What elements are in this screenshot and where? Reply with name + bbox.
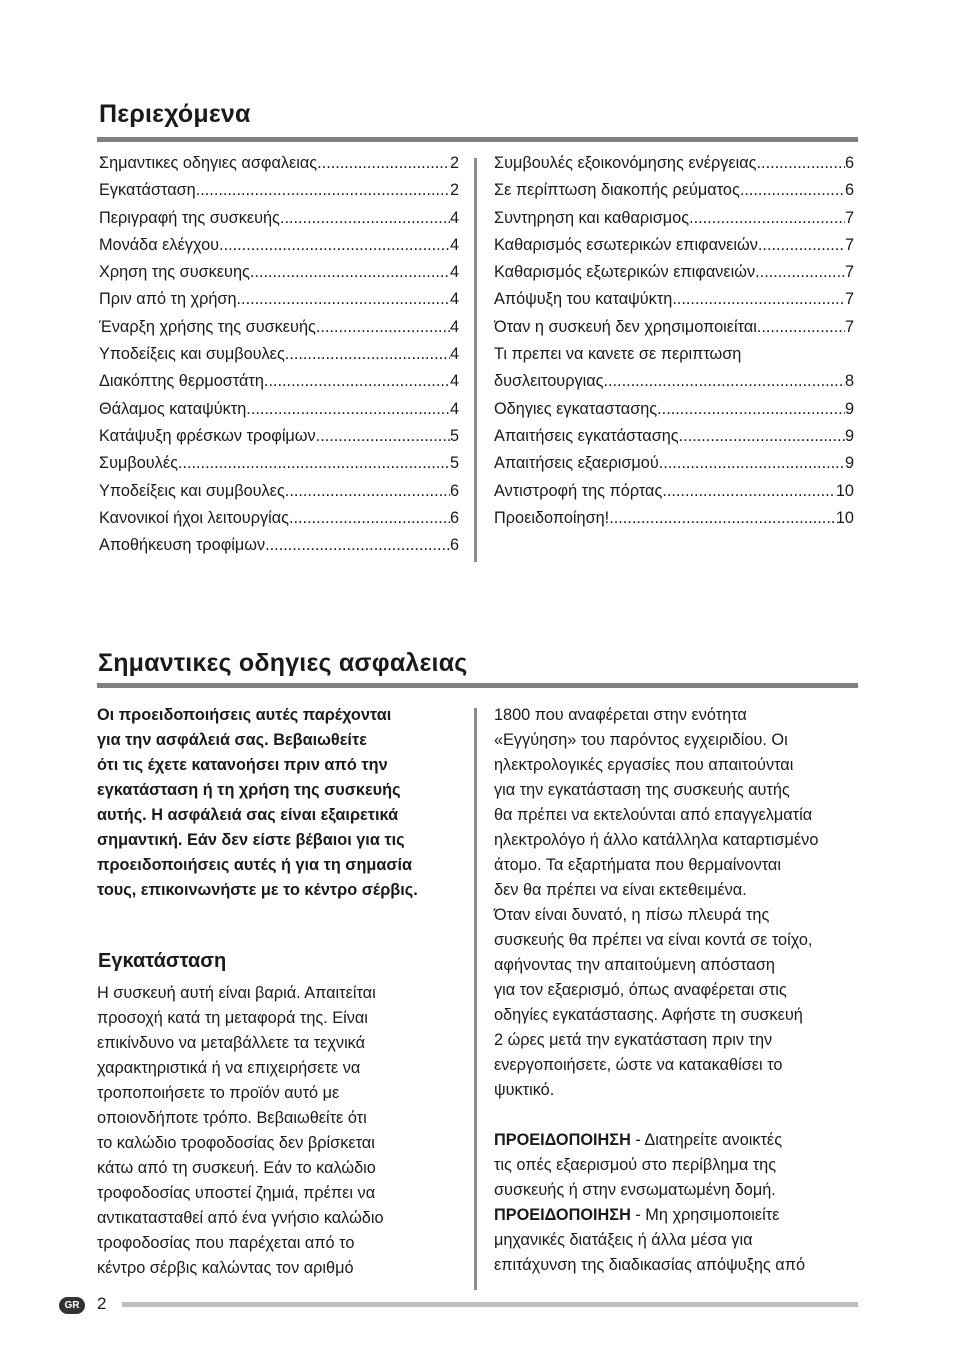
install-line: ενεργοποιήσετε, ώστε να κατακαθίσει το — [494, 1056, 783, 1074]
warning-line: τις οπές εξαερισμού στο περίβλημα της — [494, 1156, 777, 1174]
toc-leader-dots — [289, 509, 450, 528]
toc-leader-dots — [757, 318, 845, 337]
toc-entry-title: Τι πρεπει να κανετε σε περιπτωση — [494, 345, 742, 364]
toc-entry-page: 10 — [835, 508, 854, 527]
toc-entry-title: Προειδοποίηση! — [494, 508, 610, 527]
install-line: 1800 που αναφέρεται στην ενότητα — [494, 706, 747, 724]
warning-line — [494, 1128, 818, 1153]
intro-line: για την ασφάλειά σας. Βεβαιωθείτε — [97, 731, 367, 749]
toc-entry-title: Σημαντικες οδηγιες ασφαλειας — [99, 154, 318, 172]
language-badge: GR — [59, 1297, 85, 1314]
intro-line: ότι τις έχετε κατανοήσει πριν από την — [97, 756, 388, 774]
toc-right-column — [494, 154, 854, 536]
toc-left-column — [99, 154, 459, 563]
toc-entry-page: 10 — [835, 481, 854, 500]
warning-ventilation — [494, 1128, 818, 1203]
toc-entry — [99, 345, 459, 372]
warning-label: ΠΡΟΕΙΔΟΠΟΙΗΣΗ — [494, 1206, 631, 1224]
warning-defrost — [494, 1203, 818, 1278]
toc-entry-page: 8 — [844, 372, 854, 391]
toc-leader-dots — [740, 181, 845, 200]
toc-entry-page: 9 — [844, 399, 854, 418]
toc-entry-title: Πριν από τη χρήση — [99, 290, 237, 309]
toc-entry — [99, 400, 459, 427]
toc-entry-page: 6 — [449, 481, 459, 500]
install-line: ψυκτικό. — [494, 1081, 555, 1099]
safety-title-rule — [97, 683, 858, 688]
toc-entry-page: 2 — [449, 181, 459, 200]
toc-entry-page: 4 — [449, 317, 459, 336]
install-line: κάτω από τη συσκευή. Εάν το καλώδιο — [97, 1159, 376, 1177]
toc-entry-title: Απόψυξη του καταψύκτη — [494, 290, 673, 309]
install-line: δεν θα πρέπει να είναι εκτεθειμένα. — [494, 881, 747, 899]
toc-entry-title: Υποδείξεις και συμβουλες — [99, 345, 285, 364]
toc-entry — [494, 372, 854, 399]
install-line: Η συσκευή αυτή είναι βαριά. Απαιτείται — [97, 984, 376, 1002]
toc-entry — [494, 154, 854, 181]
toc-entry — [494, 427, 854, 454]
toc-entry-title: Κανονικοί ήχοι λειτουργίας — [99, 508, 289, 527]
warning-line: επιτάχυνση της διαδικασίας απόψυξης από — [494, 1256, 805, 1274]
install-line: 2 ώρες μετά την εγκατάσταση πριν την — [494, 1031, 773, 1049]
install-line: ηλεκτρολογικές εργασίες που απαιτούνται — [494, 756, 794, 774]
toc-entry-page: 6 — [844, 181, 854, 200]
toc-entry-page: 6 — [449, 536, 459, 555]
toc-entry — [99, 181, 459, 208]
toc-entry-title: Καθαρισμός εξωτερικών επιφανειών — [494, 263, 756, 282]
toc-leader-dots — [264, 372, 450, 391]
intro-line: αυτής. Η ασφάλειά σας είναι εξαιρετικά — [97, 806, 399, 824]
toc-entry — [494, 345, 854, 372]
install-line: για την εγκατάσταση της συσκευής αυτής — [494, 781, 790, 799]
toc-entry-title: Θάλαμος καταψύκτη — [99, 399, 247, 418]
toc-leader-dots — [196, 181, 450, 200]
toc-leader-dots — [758, 236, 845, 255]
install-line: επικίνδυνο να μεταβάλλετε τα τεχνικά — [97, 1034, 366, 1052]
toc-entry-title: Κατάψυξη φρέσκων τροφίμων — [99, 426, 316, 445]
toc-entry-title: Διακόπτης θερμοστάτη — [99, 372, 264, 391]
warning-text: - Μη χρησιμοποιείτε — [630, 1206, 780, 1224]
toc-entry — [99, 209, 459, 236]
toc-leader-dots — [178, 454, 450, 473]
toc-entry-title: Αντιστροφή της πόρτας — [494, 481, 663, 500]
toc-entry-page: 4 — [449, 235, 459, 254]
install-line: θα πρέπει να εκτελούνται από επαγγελματία — [494, 806, 813, 824]
toc-entry — [494, 509, 854, 536]
toc-entry-page: 9 — [844, 454, 854, 473]
toc-leader-dots — [285, 482, 450, 501]
install-line: αφήνοντας την απαιτούμενη απόσταση — [494, 956, 775, 974]
toc-column-divider — [474, 158, 477, 562]
install-line: τροποποιήσετε το προϊόν αυτό με — [97, 1084, 340, 1102]
toc-entry — [99, 318, 459, 345]
toc-entry-title: Έναρξη χρήσης της συσκευής — [99, 317, 316, 336]
toc-entry-title: Όταν η συσκευή δεν χρησιμοποιείται — [494, 317, 757, 336]
toc-entry — [494, 318, 854, 345]
toc-entry — [494, 181, 854, 208]
toc-entry — [99, 482, 459, 509]
toc-entry-page: 7 — [844, 263, 854, 282]
intro-line: σημαντική. Εάν δεν είστε βέβαιοι για τις — [97, 831, 405, 849]
safety-title: Σημαντικες οδηγιες ασφαλειας — [98, 649, 468, 677]
toc-entry-page: 2 — [449, 154, 459, 172]
toc-entry-title: Μονάδα ελέγχου — [99, 235, 220, 254]
toc-leader-dots — [672, 290, 845, 309]
toc-entry — [99, 454, 459, 481]
toc-leader-dots — [755, 263, 845, 282]
toc-leader-dots — [659, 454, 845, 473]
toc-leader-dots — [609, 509, 836, 528]
warning-label: ΠΡΟΕΙΔΟΠΟΙΗΣΗ — [494, 1131, 631, 1149]
toc-entry — [99, 372, 459, 399]
install-line: «Εγγύηση» του παρόντος εγχειριδίου. Οι — [494, 731, 788, 749]
toc-entry — [99, 509, 459, 536]
warning-line: μηχανικές διατάξεις ή άλλα μέσα για — [494, 1231, 753, 1249]
toc-entry-page: 7 — [844, 235, 854, 254]
toc-entry — [494, 290, 854, 317]
safety-left-column — [97, 703, 418, 903]
toc-entry-page: 5 — [449, 426, 459, 445]
intro-line: προειδοποιήσεις αυτές ή για τη σημασία — [97, 856, 413, 874]
toc-leader-dots — [285, 345, 450, 364]
install-heading: Εγκατάσταση — [98, 950, 227, 972]
toc-entry-page: 4 — [449, 290, 459, 309]
toc-leader-dots — [679, 427, 845, 446]
toc-entry — [494, 209, 854, 236]
toc-title-rule — [97, 137, 858, 142]
install-line: άτομο. Τα εξαρτήματα που θερμαίνονται — [494, 856, 781, 874]
toc-leader-dots — [265, 536, 450, 555]
install-line: συσκευής θα πρέπει να είναι κοντά σε τοίχο, — [494, 931, 813, 949]
toc-entry-title: Περιγραφή της συσκευής — [99, 208, 280, 227]
install-line: ηλεκτρολόγο ή άλλο κατάλληλα καταρτισμένο — [494, 831, 819, 849]
install-line: αντικατασταθεί από ένα γνήσιο καλώδιο — [97, 1209, 384, 1227]
toc-entry — [99, 263, 459, 290]
safety-column-divider — [474, 708, 477, 1290]
install-line: προσοχή κατά τη μεταφορά της. Είναι — [97, 1009, 368, 1027]
install-text-continued — [494, 703, 818, 1103]
toc-leader-dots — [317, 154, 450, 173]
toc-entry-page: 7 — [844, 208, 854, 227]
toc-entry-page: 4 — [449, 208, 459, 227]
toc-entry-title: Συμβουλές εξοικονόμησης ενέργειας — [494, 154, 757, 172]
warning-line — [494, 1203, 818, 1228]
install-line: οποιονδήποτε τρόπο. Βεβαιωθείτε ότι — [97, 1109, 367, 1127]
install-line: τροφοδοσίας που παρέχεται από το — [97, 1234, 355, 1252]
toc-leader-dots — [603, 372, 844, 391]
toc-entry-title: Χρηση της συσκευης — [99, 263, 250, 282]
toc-entry-page: 9 — [844, 426, 854, 445]
intro-line: εγκατάσταση ή τη χρήση της συσκευής — [97, 781, 401, 799]
toc-entry-page: 6 — [449, 508, 459, 527]
toc-entry — [99, 536, 459, 563]
safety-intro — [97, 703, 418, 903]
install-line: κέντρο σέρβις καλώντας τον αριθμό — [97, 1259, 354, 1277]
toc-leader-dots — [689, 209, 845, 228]
toc-entry-title: Σε περίπτωση διακοπής ρεύματος — [494, 181, 740, 200]
toc-entry-title: Αποθήκευση τροφίμων — [99, 536, 266, 555]
toc-leader-dots — [246, 400, 450, 419]
toc-entry-page: 7 — [844, 290, 854, 309]
toc-leader-dots — [219, 236, 450, 255]
toc-leader-dots — [237, 290, 450, 309]
toc-entry-title: Συντηρηση και καθαρισμος — [494, 208, 690, 227]
page-number: 2 — [97, 1294, 107, 1313]
toc-entry-page: 4 — [449, 345, 459, 364]
toc-leader-dots — [657, 400, 845, 419]
install-line: χαρακτηριστικά ή να επιχειρήσετε να — [97, 1059, 361, 1077]
toc-entry-title: Οδηγιες εγκαταστασης — [494, 399, 658, 418]
safety-right-column — [494, 703, 818, 1278]
install-text — [97, 981, 384, 1281]
toc-entry — [99, 154, 459, 181]
toc-entry-title: Απαιτήσεις εξαερισμού — [494, 454, 659, 473]
toc-entry-title: Υποδείξεις και συμβουλες — [99, 481, 285, 500]
toc-entry-page: 4 — [449, 263, 459, 282]
footer-rule — [122, 1302, 858, 1307]
install-line: το καλώδιο τροφοδοσίας δεν βρίσκεται — [97, 1134, 375, 1152]
toc-entry-page: 7 — [844, 317, 854, 336]
toc-entry-page: 5 — [449, 454, 459, 473]
toc-entry — [494, 400, 854, 427]
toc-entry — [494, 236, 854, 263]
toc-entry-page: 6 — [844, 154, 854, 172]
toc-entry — [494, 263, 854, 290]
toc-entry — [99, 427, 459, 454]
toc-entry-title: Εγκατάσταση — [99, 181, 196, 200]
toc-leader-dots — [250, 263, 450, 282]
toc-leader-dots — [757, 154, 845, 173]
toc-entry — [494, 482, 854, 509]
toc-leader-dots — [316, 427, 450, 446]
toc-leader-dots — [316, 318, 450, 337]
install-line: Όταν είναι δυνατό, η πίσω πλευρά της — [494, 906, 770, 924]
toc-title: Περιεχόμενα — [99, 100, 251, 128]
intro-line: τους, επικοινωνήστε με το κέντρο σέρβις. — [97, 881, 418, 899]
warning-text: - Διατηρείτε ανοικτές — [630, 1131, 783, 1149]
install-line: τροφοδοσίας υποστεί ζημιά, πρέπει να — [97, 1184, 376, 1202]
toc-entry-page: 4 — [449, 399, 459, 418]
toc-entry-title: Συμβουλές — [99, 454, 178, 473]
toc-entry-title: Καθαρισμός εσωτερικών επιφανειών — [494, 235, 758, 254]
toc-leader-dots — [662, 482, 836, 501]
toc-entry-title: δυσλειτουργιας — [494, 372, 604, 391]
toc-entry — [99, 290, 459, 317]
warning-line: συσκευής ή στην ενσωματωμένη δομή. — [494, 1181, 776, 1199]
toc-leader-dots — [280, 209, 450, 228]
intro-line: Οι προειδοποιήσεις αυτές παρέχονται — [97, 706, 392, 724]
install-line: οδηγίες εγκατάστασης. Αφήστε τη συσκευή — [494, 1006, 803, 1024]
toc-entry-page: 4 — [449, 372, 459, 391]
toc-entry-title: Απαιτήσεις εγκατάστασης — [494, 426, 679, 445]
install-line: για τον εξαερισμό, όπως αναφέρεται στις — [494, 981, 787, 999]
toc-entry — [99, 236, 459, 263]
toc-entry — [494, 454, 854, 481]
